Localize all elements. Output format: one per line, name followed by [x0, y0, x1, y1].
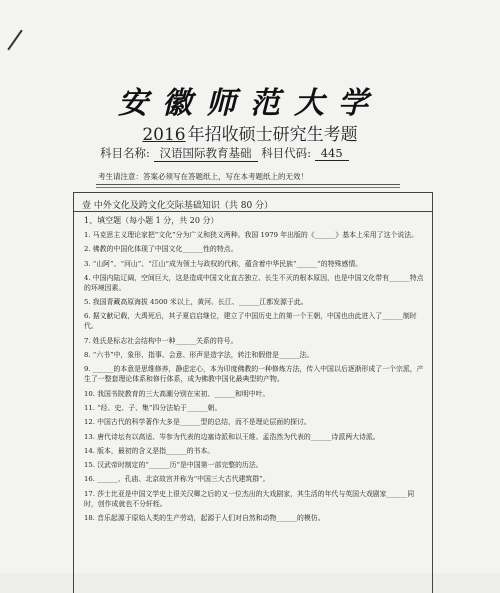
subject-name-value: 汉语国际教育基础: [154, 145, 258, 162]
exam-year: 2016: [142, 125, 186, 145]
part-heading: 1、填空题（每小题 1 分，共 20 分）: [84, 216, 219, 225]
notice-divider-2: [96, 187, 400, 188]
question-item: 16. ______、孔庙、北京故宫并称为“中国三大古代建筑群”。: [84, 475, 270, 484]
subject-code-value: 445: [315, 146, 349, 161]
question-item: 15. 汉武帝时制定的“______历”是中国第一部完整的历法。: [84, 461, 263, 470]
question-item: 13. 唐代诗坛有以高适、岑参为代表的边塞诗派和以王维、孟浩然为代表的______诗派两大诗派。: [84, 432, 380, 441]
subject-code-label: 科目代码:: [261, 146, 312, 160]
question-item: 12. 中国古代的科学著作大多是______型的总结，而不是理论层面的探讨。: [84, 418, 311, 427]
exam-notice: 考生请注意：答案必须写在答题纸上，写在本考题纸上的无效！: [98, 172, 308, 181]
question-item: 17. 莎士比亚是中国文学史上很关汉卿之后的又一位杰出的大戏剧家，其生活的年代与英国大戏剧家______同时，创作成就也不分轩轾。: [84, 489, 415, 508]
exam-title: [0, 120, 500, 145]
question-item: 11. “经、史、子、集”四分法始于______朝。: [84, 403, 222, 412]
section-divider: [73, 211, 432, 212]
exam-title-text: 年招收硕士研究生考题: [187, 125, 358, 145]
school-name: 安徽师范大学: [118, 86, 382, 121]
question-item: 4. 中国内陆辽阔，空间巨大，这是造成中国文化直古独立、长生不灭的根本原因，也是中国文化带有______特点的环境因素。: [84, 273, 424, 292]
question-item: 2. 佛教的中国化体现了中国文化______性的特点。: [84, 245, 238, 254]
question-item: 10. 我国书院教育的三大高潮分别在宋初、______和明中叶。: [84, 389, 270, 398]
question-item: 18. 音乐起源于原始人类的生产劳动，起源于人们对自然和动物______的模仿。: [84, 514, 325, 523]
subject-name-label: 科目名称:: [100, 146, 150, 160]
question-item: 3. “山阿”、“河山”、“江山”成为领土与政权的代称，蕴含着中华民族“______”的特殊感情。: [84, 259, 363, 268]
subject-line: [100, 145, 349, 162]
question-list: [84, 216, 424, 527]
section-heading: 壹 中外文化及跨文化交际基础知识（共 80 分）: [82, 201, 274, 211]
pen-mark: [7, 30, 22, 51]
question-item: 6. 据文献记载，大禹死后，其子夏启启继位，建立了中国历史上的第一个王朝，中国也由此进入了______制时代。: [84, 312, 417, 331]
notice-divider: [96, 184, 400, 185]
question-item: 9. ______的本意是思维修养，静虑定心，本为印度佛教的一种修炼方法，传入中国以后逐渐形成了一个宗派，产生了一整套理论体系和修行体系，成为佛教中国化最典型的产物。: [84, 365, 424, 384]
question-item: 5. 我国青藏高原海拔 4500 米以上，黄河、长江、______江都发源于此。: [84, 298, 308, 307]
question-item: 8. “六书”中，象形、指事、会意、形声是造字法，转注和假借是______法。: [84, 351, 314, 360]
question-item: 14. 版本，最初的含义是指______的书本。: [84, 446, 215, 455]
question-item: 7. 姓氏是标志社会结构中一种______关系的符号。: [84, 336, 238, 345]
question-item: 1. 马克思主义理论家把“文化”分为广义和狭义两种。我国 1979 年出版的《______》基本上采用了这个说法。: [84, 231, 419, 239]
